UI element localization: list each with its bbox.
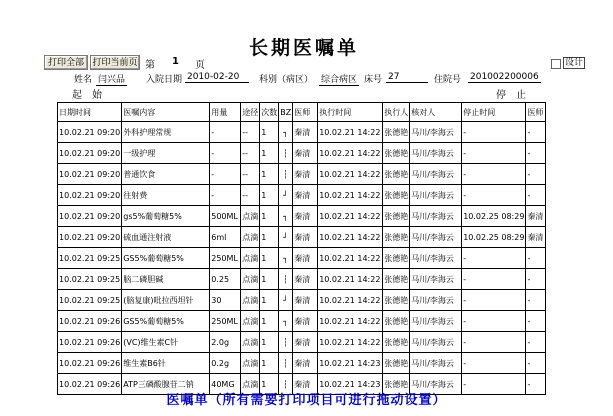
cell-dose: 40MG [210, 374, 241, 395]
cell-stop-doctor: - [526, 311, 546, 332]
page-number: 1 [172, 56, 179, 67]
cell-executor: 张德艳 [383, 332, 410, 353]
cell-content: (VC)维生素C针 [122, 332, 210, 353]
print-all-button[interactable]: 打印全部 [44, 55, 88, 70]
cell-doctor: 秦清 [293, 227, 318, 248]
cell-checker: 马川/李海云 [410, 227, 462, 248]
cell-dose: - [210, 185, 241, 206]
name-label: 姓名 [74, 75, 93, 85]
patient-name: 闫兴品 [96, 72, 127, 86]
cell-bz: ┐ [279, 311, 293, 332]
cell-stop-doctor: - [526, 374, 546, 395]
cell-dose: 0.25 [210, 269, 241, 290]
cell-times: 1 [260, 374, 279, 395]
cell-doctor: 秦清 [293, 311, 318, 332]
cell-executor: 张德艳 [383, 164, 410, 185]
column-header[interactable]: 次数 [260, 103, 279, 122]
cell-dt: 10.02.21 09:20 [58, 143, 122, 164]
start-section-label: 起 始 [72, 90, 102, 101]
cell-times: 1 [260, 248, 279, 269]
column-header[interactable]: 医嘱内容 [122, 103, 210, 122]
cell-stop-time: - [462, 269, 526, 290]
cell-checker: 马川/李海云 [410, 311, 462, 332]
cell-exec-time: 10.02.21 14:22 [318, 206, 383, 227]
cell-dt: 10.02.21 09:26 [58, 353, 122, 374]
column-header[interactable]: 途径 [241, 103, 260, 122]
cell-exec-time: 10.02.21 14:23 [318, 353, 383, 374]
cell-executor: 张德艳 [383, 374, 410, 395]
cell-checker: 马川/李海云 [410, 122, 462, 143]
cell-bz: ┆ [279, 164, 293, 185]
cell-content: 维生素B6针 [122, 353, 210, 374]
cell-stop-doctor: - [526, 290, 546, 311]
cell-bz: ┆ [279, 332, 293, 353]
cell-doctor: 秦清 [293, 290, 318, 311]
cell-executor: 张德艳 [383, 311, 410, 332]
cell-dt: 10.02.21 09:26 [58, 374, 122, 395]
cell-times: 1 [260, 353, 279, 374]
cell-dose: 0.2g [210, 353, 241, 374]
table-row[interactable] [58, 269, 546, 290]
table-row[interactable] [58, 164, 546, 185]
print-current-page-button[interactable]: 打印当前页 [90, 55, 140, 70]
bed-label: 床号 [364, 75, 383, 85]
column-header[interactable]: 停止时间 [462, 103, 526, 122]
cell-executor: 张德艳 [383, 269, 410, 290]
cell-executor: 张德艳 [383, 353, 410, 374]
cell-stop-doctor: - [526, 332, 546, 353]
cell-checker: 马川/李海云 [410, 269, 462, 290]
dept-label: 科别（病区） [259, 75, 314, 85]
cell-doctor: 秦清 [293, 332, 318, 353]
dept: 综合病区 [319, 72, 359, 86]
cell-stop-doctor: - [526, 248, 546, 269]
cell-content: 往射费 [122, 185, 210, 206]
table-header-row [58, 103, 546, 122]
cell-executor: 张德艳 [383, 122, 410, 143]
cell-stop-doctor: - [526, 122, 546, 143]
admit-date: 2010-02-20 [185, 72, 249, 83]
column-header[interactable]: 执行人 [383, 103, 410, 122]
cell-route: 点滴 [241, 353, 260, 374]
cell-stop-time: - [462, 311, 526, 332]
cell-route: -- [241, 164, 260, 185]
cell-content: 硫血通注射液 [122, 227, 210, 248]
cell-times: 1 [260, 227, 279, 248]
cell-bz: ┆ [279, 353, 293, 374]
cell-executor: 张德艳 [383, 206, 410, 227]
column-header[interactable]: 医师 [293, 103, 318, 122]
cell-stop-time: - [462, 248, 526, 269]
design-checkbox[interactable] [551, 59, 561, 69]
cell-checker: 马川/李海云 [410, 206, 462, 227]
cell-checker: 马川/李海云 [410, 374, 462, 395]
cell-dt: 10.02.21 09:25 [58, 248, 122, 269]
cell-times: 1 [260, 143, 279, 164]
cell-dose: - [210, 143, 241, 164]
cell-exec-time: 10.02.21 14:22 [318, 332, 383, 353]
cell-doctor: 秦清 [293, 122, 318, 143]
cell-bz: ┘ [279, 227, 293, 248]
cell-route: 点滴 [241, 332, 260, 353]
cell-stop-doctor: - [526, 353, 546, 374]
cell-checker: 马川/李海云 [410, 290, 462, 311]
cell-dt: 10.02.21 09:20 [58, 206, 122, 227]
table-row[interactable] [58, 248, 546, 269]
cell-bz: ┐ [279, 122, 293, 143]
cell-dose: 250ML [210, 311, 241, 332]
cell-doctor: 秦清 [293, 248, 318, 269]
cell-route: 点滴 [241, 269, 260, 290]
cell-checker: 马川/李海云 [410, 332, 462, 353]
cell-checker: 马川/李海云 [410, 164, 462, 185]
cell-exec-time: 10.02.21 14:22 [318, 269, 383, 290]
cell-doctor: 秦清 [293, 185, 318, 206]
cell-stop-doctor: - [526, 143, 546, 164]
cell-content: GS5%葡萄糖5% [122, 311, 210, 332]
cell-stop-time: 10.02.25 08:29 [462, 227, 526, 248]
cell-exec-time: 10.02.21 14:23 [318, 374, 383, 395]
cell-stop-doctor: 秦清 [526, 227, 546, 248]
cell-dose: - [210, 164, 241, 185]
cell-exec-time: 10.02.21 14:22 [318, 248, 383, 269]
cell-route: 点滴 [241, 206, 260, 227]
cell-times: 1 [260, 206, 279, 227]
cell-times: 1 [260, 290, 279, 311]
cell-stop-time: - [462, 353, 526, 374]
cell-stop-doctor: - [526, 164, 546, 185]
cell-route: 点滴 [241, 248, 260, 269]
cell-route: 点滴 [241, 290, 260, 311]
table-row[interactable] [58, 206, 546, 227]
design-label: 设计 [565, 58, 584, 68]
column-header[interactable]: BZ [279, 103, 293, 122]
cell-times: 1 [260, 311, 279, 332]
cell-route: 点滴 [241, 374, 260, 395]
cell-checker: 马川/李海云 [410, 185, 462, 206]
cell-times: 1 [260, 164, 279, 185]
cell-bz: ┐ [279, 248, 293, 269]
cell-executor: 张德艳 [383, 143, 410, 164]
cell-exec-time: 10.02.21 14:22 [318, 290, 383, 311]
cell-times: 1 [260, 122, 279, 143]
bed-number: 27 [386, 72, 428, 83]
cell-bz: ┆ [279, 143, 293, 164]
cell-bz: ┐ [279, 206, 293, 227]
cell-route: -- [241, 143, 260, 164]
table-row[interactable] [58, 122, 546, 143]
caption: 医嘱单（所有需要打印项目可进行拖动设置） [166, 393, 447, 408]
table-row[interactable] [58, 143, 546, 164]
cell-checker: 马川/李海云 [410, 353, 462, 374]
cell-bz: ┘ [279, 290, 293, 311]
cell-doctor: 秦清 [293, 374, 318, 395]
cell-doctor: 秦清 [293, 353, 318, 374]
cell-dt: 10.02.21 09:26 [58, 332, 122, 353]
cell-times: 1 [260, 269, 279, 290]
cell-bz: ┆ [279, 374, 293, 395]
cell-executor: 张德艳 [383, 290, 410, 311]
cell-bz: ┆ [279, 269, 293, 290]
cell-bz: ┘ [279, 185, 293, 206]
inpatient-no-label: 住院号 [434, 75, 462, 85]
cell-times: 1 [260, 185, 279, 206]
column-header[interactable]: 核对人 [410, 103, 462, 122]
cell-stop-time: - [462, 374, 526, 395]
cell-stop-time: - [462, 122, 526, 143]
table-row[interactable] [58, 185, 546, 206]
cell-content: 外科护理常规 [122, 122, 210, 143]
cell-stop-time: - [462, 185, 526, 206]
cell-stop-doctor: 秦清 [526, 206, 546, 227]
cell-doctor: 秦清 [293, 206, 318, 227]
inpatient-no: 201002200006 [470, 72, 539, 82]
cell-executor: 张德艳 [383, 248, 410, 269]
cell-dose: - [210, 122, 241, 143]
cell-dose: 250ML [210, 248, 241, 269]
column-header[interactable]: 执行时间 [318, 103, 383, 122]
cell-dt: 10.02.21 09:26 [58, 311, 122, 332]
cell-route: -- [241, 185, 260, 206]
cell-exec-time: 10.02.21 14:22 [318, 227, 383, 248]
cell-times: 1 [260, 332, 279, 353]
cell-dose: 30 [210, 290, 241, 311]
cell-doctor: 秦清 [293, 269, 318, 290]
cell-route: 点滴 [241, 311, 260, 332]
table-row[interactable] [58, 227, 546, 248]
cell-stop-time: - [462, 143, 526, 164]
stop-section-label: 停 止 [496, 90, 526, 101]
cell-dt: 10.02.21 09:20 [58, 122, 122, 143]
cell-dt: 10.02.21 09:20 [58, 227, 122, 248]
cell-route: 点滴 [241, 227, 260, 248]
cell-content: GS5%葡萄糖5% [122, 248, 210, 269]
cell-dose: 2.0g [210, 332, 241, 353]
cell-stop-time: - [462, 332, 526, 353]
cell-dose: 6ml [210, 227, 241, 248]
cell-dt: 10.02.21 09:25 [58, 269, 122, 290]
cell-dt: 10.02.21 09:20 [58, 185, 122, 206]
cell-exec-time: 10.02.21 14:22 [318, 143, 383, 164]
cell-checker: 马川/李海云 [410, 143, 462, 164]
table-row[interactable] [58, 290, 546, 311]
page-title: 长期医嘱单 [249, 37, 360, 59]
admit-date-label: 入院日期 [146, 75, 183, 85]
cell-dose: 500ML [210, 206, 241, 227]
cell-executor: 张德艳 [383, 185, 410, 206]
cell-stop-doctor: - [526, 269, 546, 290]
cell-exec-time: 10.02.21 14:22 [318, 164, 383, 185]
table-row[interactable] [58, 353, 546, 374]
cell-doctor: 秦清 [293, 143, 318, 164]
cell-content: gs5%葡萄糖5% [122, 206, 210, 227]
cell-content: ATP三磷酸腺苷二钠 [122, 374, 210, 395]
column-header[interactable]: 医师 [526, 103, 546, 122]
cell-doctor: 秦清 [293, 164, 318, 185]
cell-dt: 10.02.21 09:25 [58, 290, 122, 311]
cell-exec-time: 10.02.21 14:22 [318, 185, 383, 206]
cell-stop-time: - [462, 290, 526, 311]
page-suffix: 页 [195, 60, 205, 71]
cell-exec-time: 10.02.21 14:22 [318, 122, 383, 143]
table-row[interactable] [58, 311, 546, 332]
cell-stop-time: - [462, 164, 526, 185]
cell-exec-time: 10.02.21 14:22 [318, 311, 383, 332]
orders-table [57, 102, 546, 395]
cell-route: -- [241, 122, 260, 143]
cell-stop-time: 10.02.25 08:29 [462, 206, 526, 227]
cell-dt: 10.02.21 09:20 [58, 164, 122, 185]
cell-content: 脑二磷胆碱 [122, 269, 210, 290]
cell-content: 普通饮食 [122, 164, 210, 185]
cell-executor: 张德艳 [383, 227, 410, 248]
page-prefix: 第 [145, 60, 155, 71]
cell-content: 一级护理 [122, 143, 210, 164]
cell-content: (脑复康)吡拉西坦针 [122, 290, 210, 311]
column-header[interactable]: 用量 [210, 103, 241, 122]
cell-stop-doctor: - [526, 185, 546, 206]
table-row[interactable] [58, 332, 546, 353]
column-header[interactable]: 日期时间 [58, 103, 122, 122]
cell-checker: 马川/李海云 [410, 248, 462, 269]
